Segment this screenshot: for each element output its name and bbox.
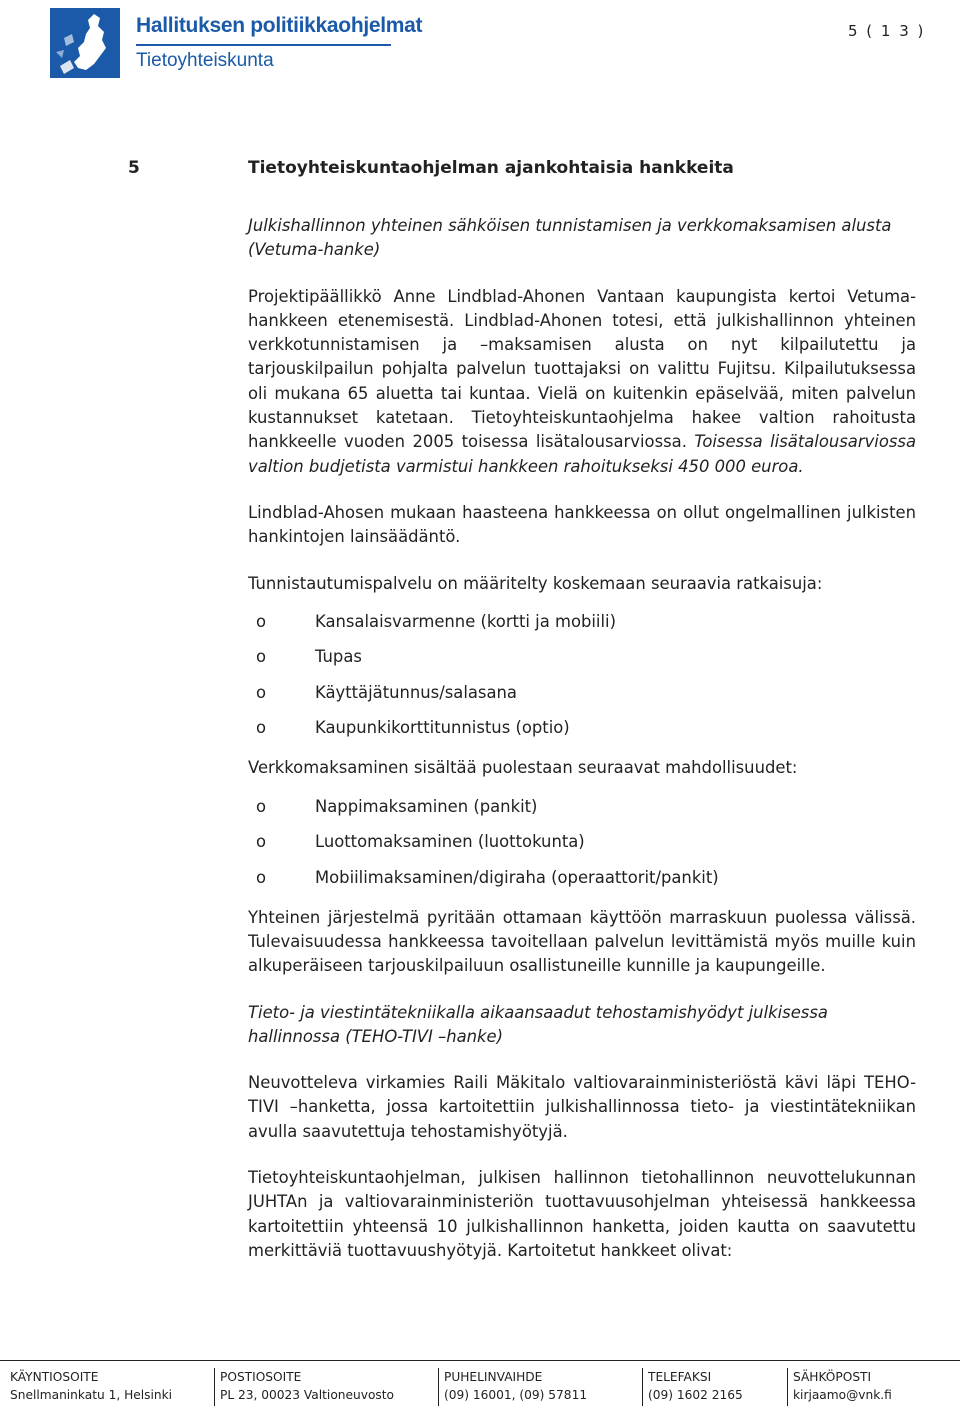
- page-number: 5 ( 1 3 ): [848, 22, 926, 40]
- list-item-label: Mobiilimaksaminen/digiraha (operaattorit/pankit): [315, 867, 719, 887]
- footer-visit-address: [10, 1368, 172, 1404]
- list-bullet: o: [256, 647, 267, 667]
- finland-map-logo-icon: [50, 8, 120, 78]
- vetuma-paragraph-1: [248, 285, 916, 479]
- auth-list: [248, 610, 916, 747]
- footer-value: Snellmaninkatu 1, Helsinki: [10, 1388, 173, 1402]
- header-subtitle: Tietoyhteiskunta: [136, 50, 274, 71]
- list-item: [248, 795, 916, 831]
- footer-label: SÄHKÖPOSTI: [793, 1370, 872, 1384]
- list-item-label: Tupas: [315, 647, 362, 667]
- footer-label: TELEFAKSI: [648, 1370, 712, 1384]
- list-item: [248, 645, 916, 681]
- footer-value: PL 23, 00023 Valtioneuvosto: [220, 1388, 394, 1402]
- vetuma-paragraph-1-italic: Toisessa lisätalousarviossa valtion budjetista varmistui hankkeen rahoitukseksi 450 000 euroa.: [248, 432, 916, 476]
- section-title: Tietoyhteiskuntaohjelman ajankohtaisia hankkeita: [248, 158, 734, 178]
- teho-paragraph-1: Neuvotteleva virkamies Raili Mäkitalo valtiovarainministeriöstä kävi läpi TEHO-TIVI –hanketta, jossa kartoitettiin julkishallinnossa tieto- ja viestintätekniikan avulla saavutettuja tehostamishyötyjä.: [248, 1073, 916, 1141]
- page-header: [0, 0, 960, 90]
- auth-intro: Tunnistautumispalvelu on määritelty koskemaan seuraavia ratkaisuja:: [248, 573, 823, 593]
- list-item: [248, 866, 916, 896]
- header-title: Hallituksen politiikkaohjelmat: [136, 14, 423, 37]
- list-bullet: o: [256, 682, 267, 702]
- footer-label: POSTIOSOITE: [220, 1370, 302, 1384]
- list-item: [248, 610, 916, 646]
- section-number: 5: [128, 158, 140, 178]
- footer-rule: [0, 1360, 960, 1361]
- list-bullet: o: [256, 611, 267, 631]
- footer-value: kirjaamo@vnk.fi: [793, 1388, 892, 1402]
- document-body: [248, 214, 916, 1285]
- footer-separator: [642, 1368, 643, 1406]
- footer-separator: [438, 1368, 439, 1406]
- list-item-label: Luottomaksaminen (luottokunta): [315, 832, 585, 852]
- vetuma-paragraph-3: Yhteinen järjestelmä pyritään ottamaan käyttöön marraskuun puolessa välissä. Tulevaisuudessa hankkeessa tavoitellaan palvelun levittämistä myös muille kuin alkuperäiseen tarjouskilpailuun osallistuneille kunnille ja kaupungeille.: [248, 907, 916, 976]
- list-item-label: Nappimaksaminen (pankit): [315, 796, 538, 816]
- list-item-label: Kansalaisvarmenne (kortti ja mobiili): [315, 611, 616, 631]
- page-footer: [0, 1360, 960, 1405]
- footer-label: KÄYNTIOSOITE: [10, 1370, 99, 1384]
- vetuma-paragraph-2: Lindblad-Ahosen mukaan haasteena hankkeessa on ollut ongelmallinen julkisten hankintojen lainsäädäntö.: [248, 502, 916, 547]
- list-item: [248, 681, 916, 717]
- vetuma-paragraph-1-main: Projektipäällikkö Anne Lindblad-Ahonen Vantaan kaupungista kertoi Vetuma-hankkeen etenemisestä. Lindblad-Ahonen totesi, että julkishallinnon yhteinen verkkotunnistamisen ja –maksamisen alusta on nyt kilpailutettu ja tarjouskilpailun pohjalta palvelun tuottajaksi on valittu Fujitsu. Kilpailutuksessa oli mukana 65 aluetta tai kuntaa. Vielä on kuitenkin epäselvää, miten palvelun kustannukset katetaan. Tietoyhteiskuntaohjelma hakee valtion rahoitusta hankkeelle vuoden 2005 toisessa lisätalousarviossa.: [248, 286, 916, 452]
- footer-label: PUHELINVAIHDE: [444, 1370, 543, 1384]
- list-item: [248, 830, 916, 866]
- footer-fax: [648, 1368, 743, 1404]
- teho-paragraph-2: Tietoyhteiskuntaohjelman, julkisen hallinnon tietohallinnon neuvottelukunnan JUHTAn ja valtiovarainministeriön tuottavuusohjelman yhteisessä hankkeessa kartoitettiin yhteensä 10 julkishallinnon hanketta, joiden kautta on saavutettu merkittäviä tuottavuushyötyjä. Kartoitetut hankkeet olivat:: [248, 1168, 916, 1260]
- footer-separator: [214, 1368, 215, 1406]
- footer-postal-address: [220, 1368, 394, 1404]
- teho-heading: Tieto- ja viestintätekniikalla aikaansaadut tehostamishyödyt julkisessa hallinnossa (TEHO-TIVI –hanke): [248, 1002, 828, 1046]
- footer-value: (09) 16001, (09) 57811: [444, 1388, 588, 1402]
- pay-intro: Verkkomaksaminen sisältää puolestaan seuraavat mahdollisuudet:: [248, 758, 798, 778]
- footer-value: (09) 1602 2165: [648, 1388, 743, 1402]
- header-divider: [136, 44, 391, 46]
- footer-email: [793, 1368, 892, 1404]
- pay-list: [248, 795, 916, 896]
- list-bullet: o: [256, 796, 267, 816]
- list-bullet: o: [256, 867, 267, 887]
- list-bullet: o: [256, 718, 267, 738]
- footer-phone: [444, 1368, 587, 1404]
- list-item-label: Kaupunkikorttitunnistus (optio): [315, 718, 570, 738]
- footer-separator: [787, 1368, 788, 1406]
- list-item-label: Käyttäjätunnus/salasana: [315, 682, 517, 702]
- list-item: [248, 716, 916, 746]
- list-bullet: o: [256, 832, 267, 852]
- vetuma-heading: Julkishallinnon yhteinen sähköisen tunnistamisen ja verkkomaksamisen alusta (Vetuma-hanke): [248, 216, 892, 260]
